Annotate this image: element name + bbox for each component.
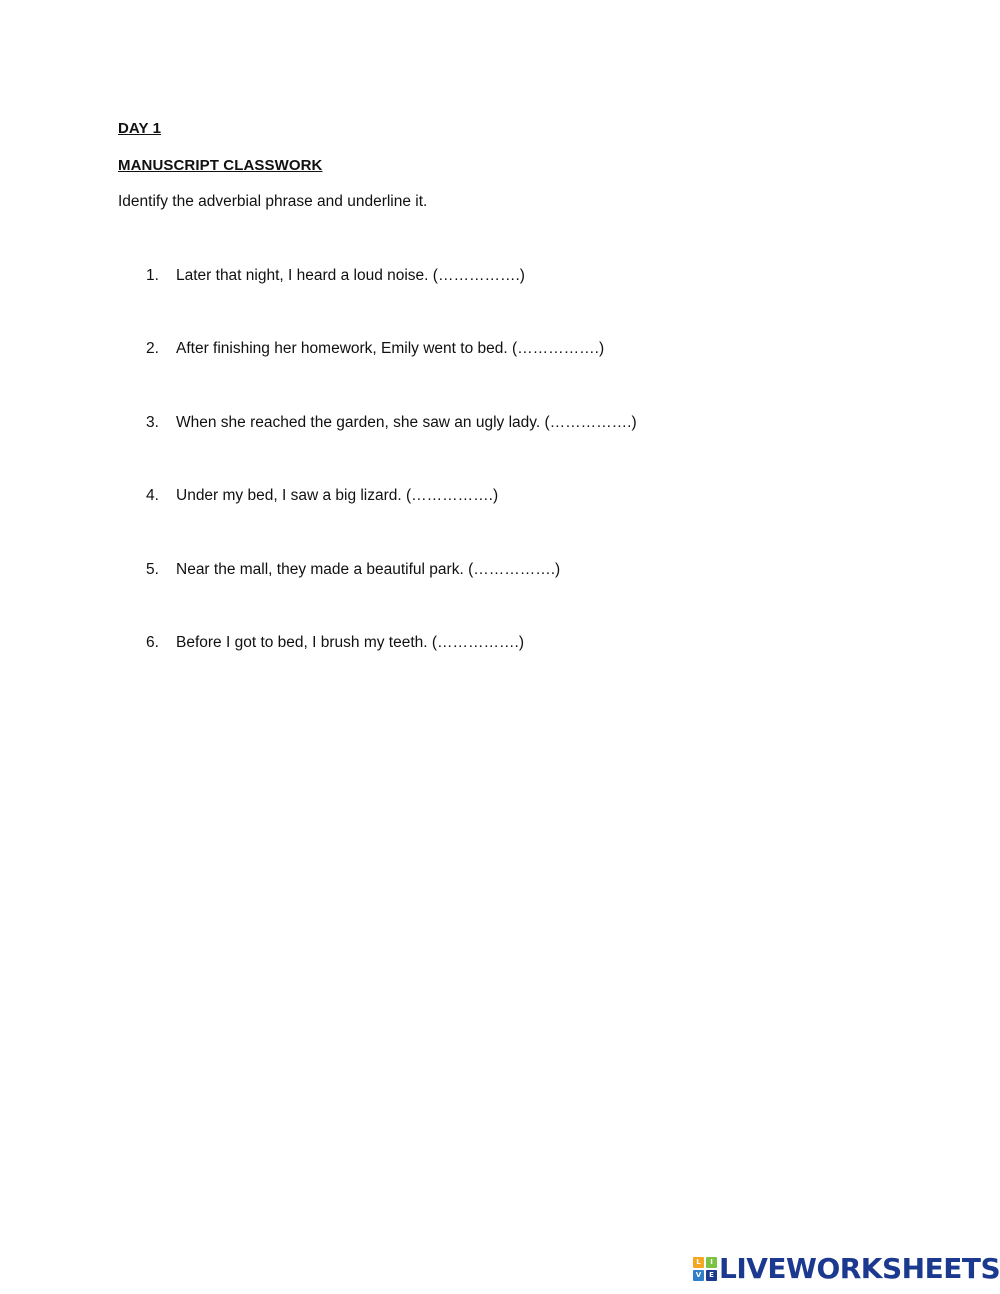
instruction-text: Identify the adverbial phrase and underline it.: [118, 193, 428, 210]
brand-name: LIVEWORKSHEETS: [719, 1252, 1000, 1285]
question-text: Under my bed, I saw a big lizard. (…………….): [176, 487, 499, 505]
liveworksheets-logo-icon: [693, 1257, 717, 1281]
question-text: After finishing her homework, Emily went to bed. (…………….): [176, 340, 605, 358]
logo-tile-e: E: [706, 1270, 717, 1281]
liveworksheets-logo: [693, 1253, 1000, 1285]
question-text: Before I got to bed, I brush my teeth. (…………….): [176, 633, 525, 651]
question-number: 1.: [146, 267, 159, 284]
day-heading: DAY 1: [118, 120, 162, 137]
question-text: Near the mall, they made a beautiful park. (…………….): [176, 560, 561, 578]
question-number: 3.: [146, 413, 159, 431]
question-number: 4.: [146, 487, 159, 505]
question-text: When she reached the garden, she saw an ugly lady. (…………….): [176, 413, 637, 431]
question-number: 2.: [146, 340, 159, 358]
logo-tile-i: I: [706, 1257, 717, 1268]
question-number: 5.: [146, 560, 159, 578]
question-number: 6.: [146, 633, 159, 651]
section-heading: MANUSCRIPT CLASSWORK: [118, 157, 323, 174]
question-text: Later that night, I heard a loud noise. (…………….): [176, 267, 525, 284]
logo-tile-l: L: [693, 1257, 704, 1268]
logo-tile-v: V: [693, 1270, 704, 1281]
